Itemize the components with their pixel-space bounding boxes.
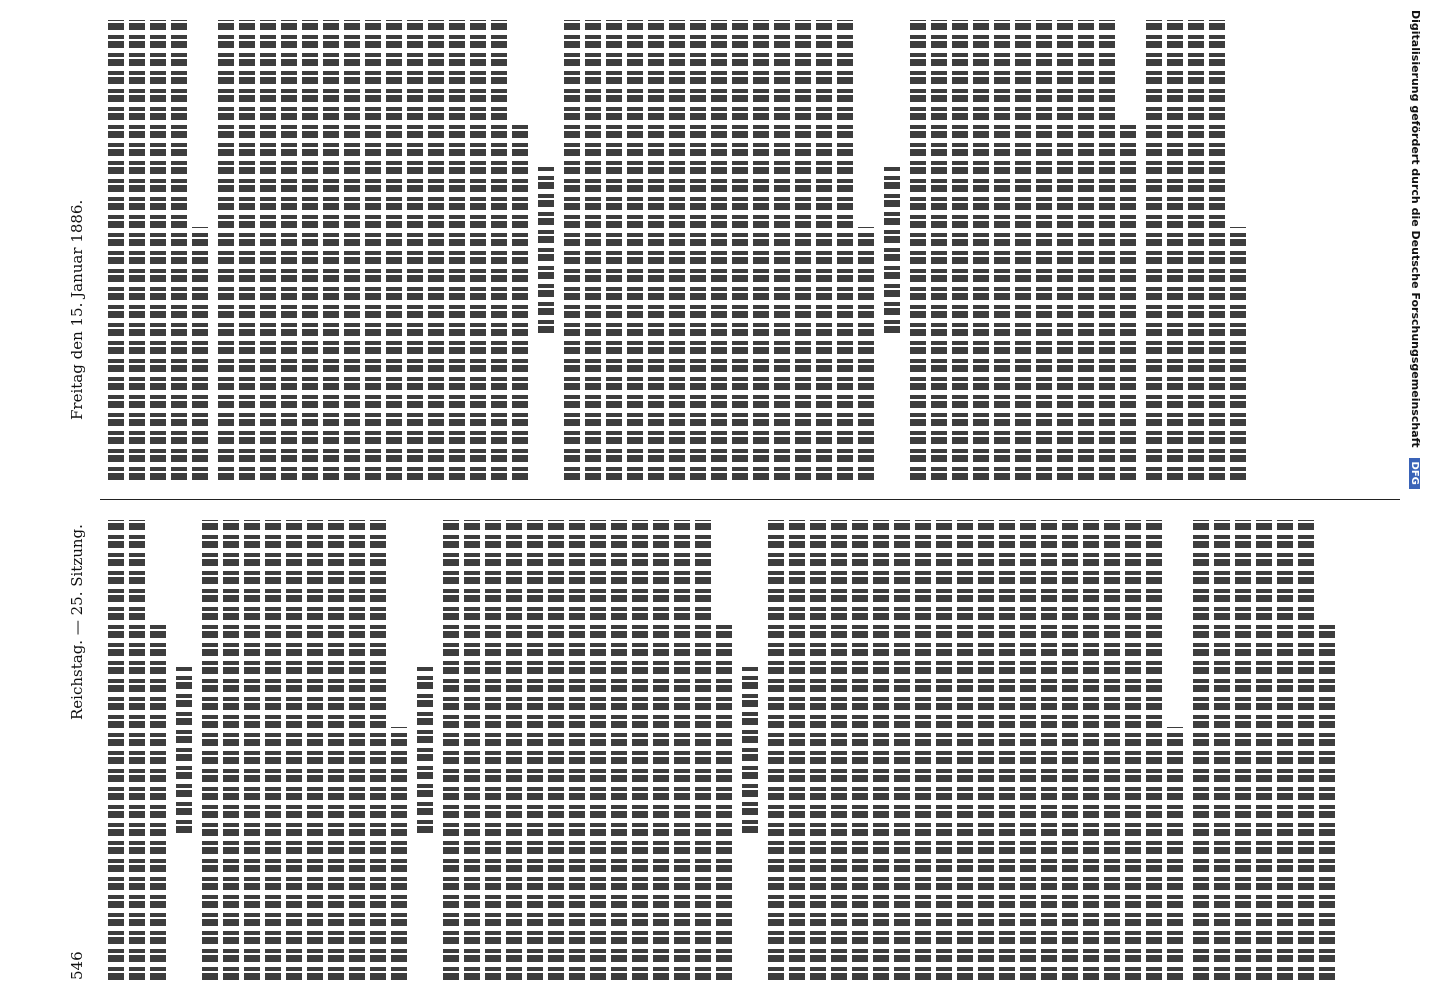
dfg-logo: DFG bbox=[1409, 458, 1420, 489]
column-divider bbox=[100, 499, 1400, 500]
page-number: 546 bbox=[68, 951, 86, 980]
paragraph bbox=[202, 520, 407, 980]
paragraph bbox=[564, 20, 874, 480]
paragraph bbox=[910, 20, 1136, 480]
rotated-page-content bbox=[60, 20, 1430, 980]
running-header-left: Reichstag. — 25. Sitzung. bbox=[68, 524, 86, 720]
paragraph bbox=[218, 20, 528, 480]
paragraph bbox=[443, 520, 732, 980]
digitization-credit bbox=[1402, 10, 1422, 990]
paragraph bbox=[768, 520, 1183, 980]
paragraph bbox=[108, 520, 166, 980]
paragraph bbox=[1193, 520, 1335, 980]
text-column-right bbox=[108, 20, 1398, 480]
paragraph bbox=[1146, 20, 1246, 480]
running-header-right: Freitag den 15. Januar 1886. bbox=[68, 199, 86, 420]
paragraph bbox=[108, 20, 208, 480]
text-column-left bbox=[108, 520, 1398, 980]
credit-text: Digitalisierung gefördert durch die Deutsche Forschungsgemeinschaft bbox=[1409, 10, 1422, 448]
page-header bbox=[60, 20, 94, 980]
